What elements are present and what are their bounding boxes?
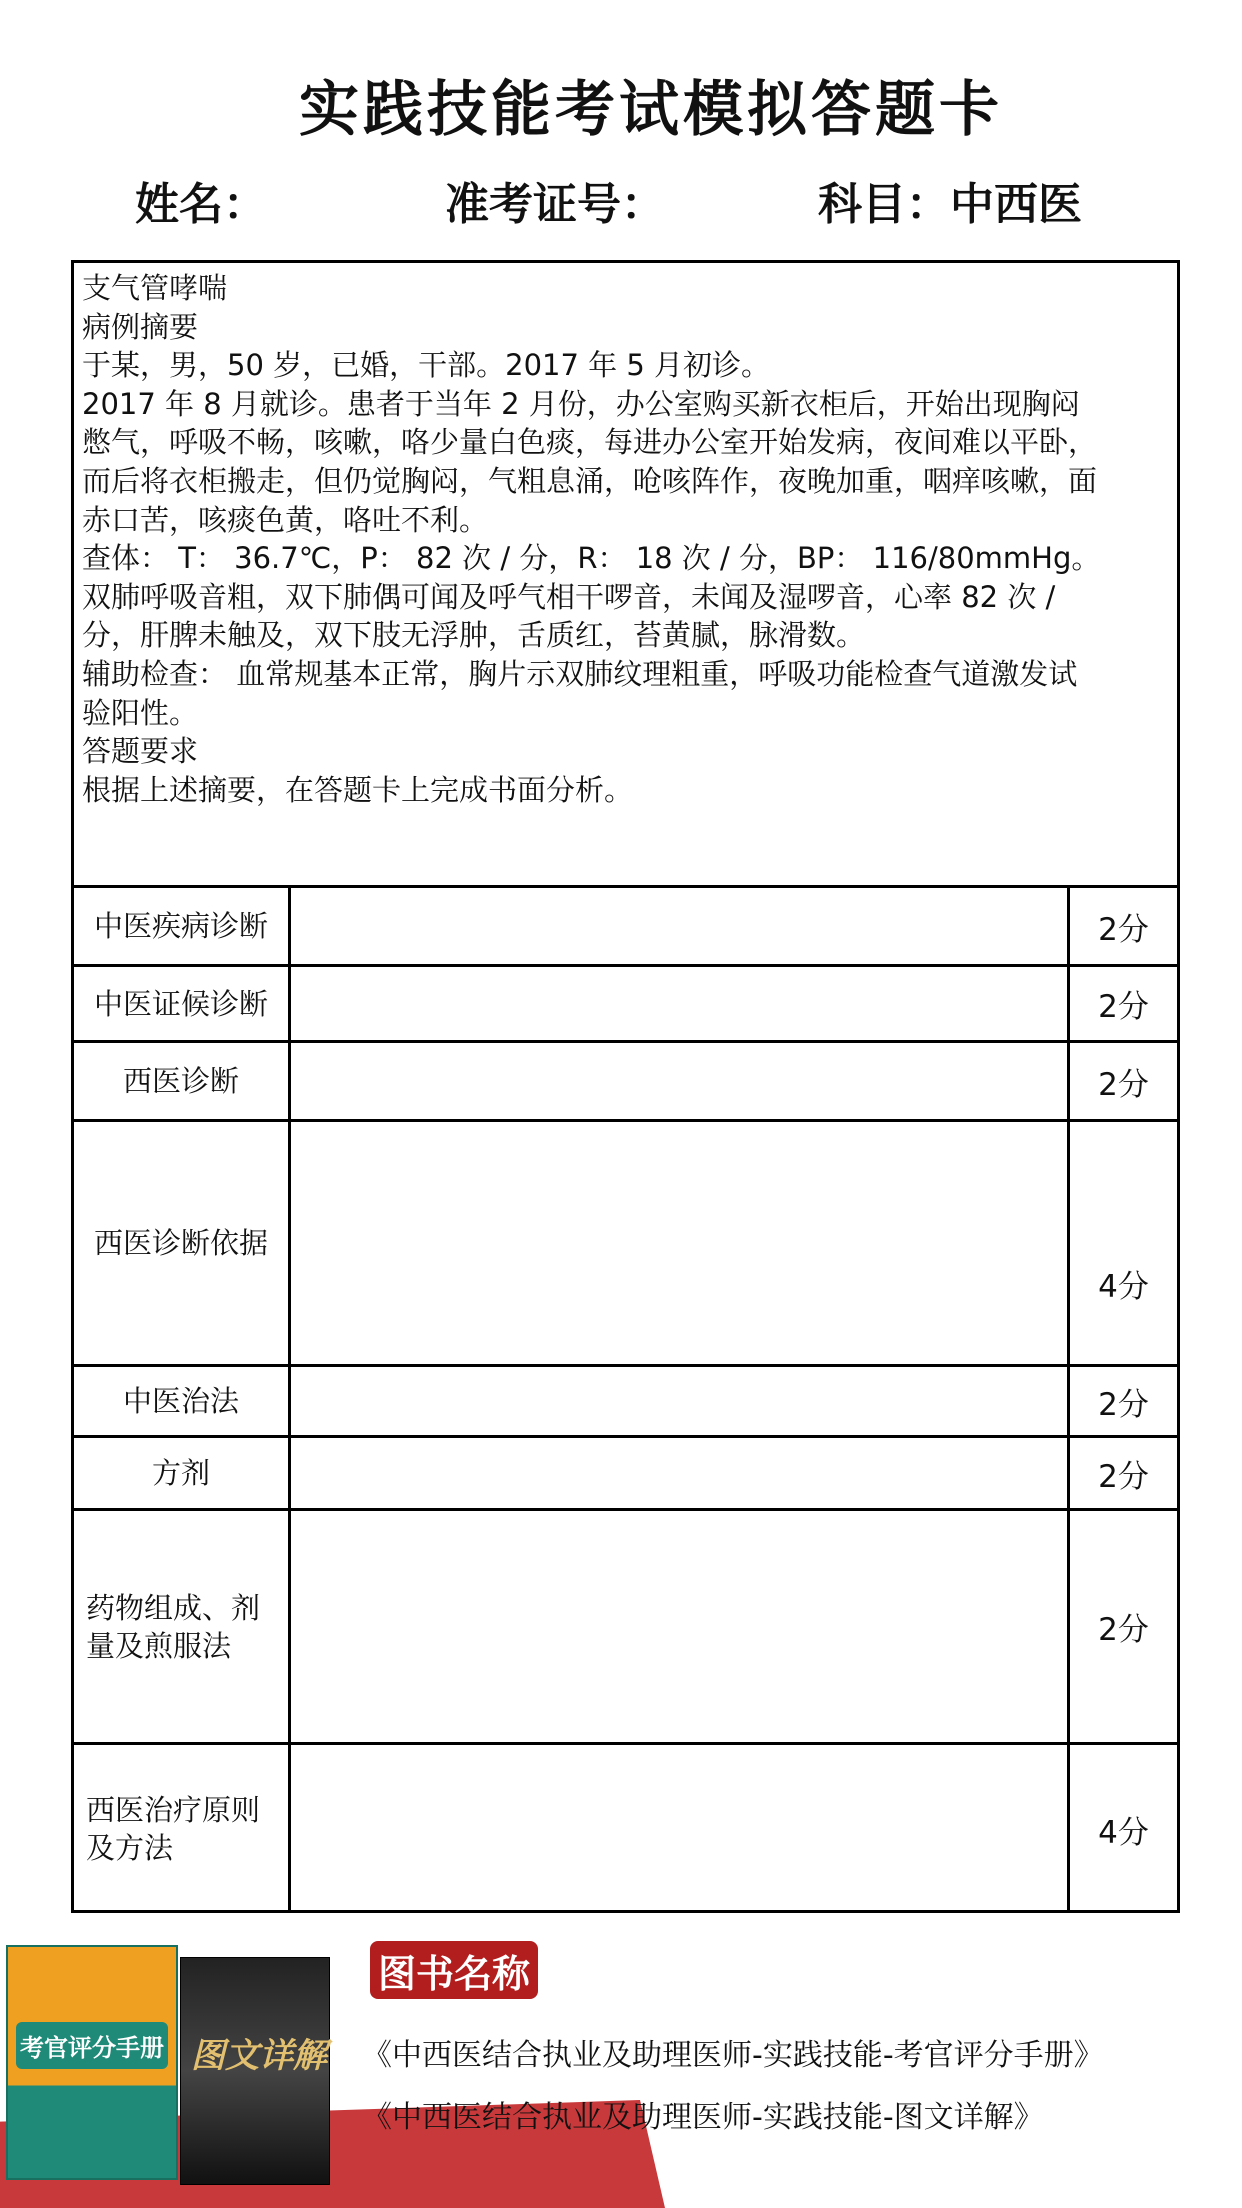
case-line: 2017 年 8 月就诊。患者于当年 2 月份，办公室购买新衣柜后，开始出现胸闷 xyxy=(82,386,1080,421)
book-cover-illustrated xyxy=(180,1957,330,2185)
case-line: 根据上述摘要，在答题卡上完成书面分析。 xyxy=(82,772,634,807)
row-label: 西医治疗原则及方法 xyxy=(74,1745,291,1913)
exam-number-label: 准考证号： xyxy=(445,179,665,230)
answer-row xyxy=(74,1364,1177,1435)
row-label: 中医疾病诊断 xyxy=(74,888,291,964)
row-score: 4分 xyxy=(1067,1745,1177,1913)
name-label: 姓名： xyxy=(135,179,267,230)
case-line: 双肺呼吸音粗，双下肺偶可闻及呼气相干啰音，未闻及湿啰音，心率 82 次 / xyxy=(82,579,1056,614)
cover-title: 图文详解 xyxy=(191,2036,327,2076)
cover-title: 考官评分手册 xyxy=(16,2022,168,2069)
answer-row xyxy=(74,1040,1177,1119)
case-line: 答题要求 xyxy=(82,734,199,769)
case-line: 病例摘要 xyxy=(82,309,199,344)
row-score: 2分 xyxy=(1067,1043,1177,1119)
row-label: 药物组成、剂量及煎服法 xyxy=(74,1511,291,1742)
answer-row xyxy=(74,1435,1177,1508)
answer-row xyxy=(74,964,1177,1040)
row-label: 中医证候诊断 xyxy=(74,967,291,1040)
row-label: 方剂 xyxy=(74,1438,291,1508)
case-summary xyxy=(82,269,1171,809)
case-line: 憋气，呼吸不畅，咳嗽，咯少量白色痰，每进办公室开始发病，夜间难以平卧， xyxy=(82,425,1098,460)
answer-row xyxy=(74,1742,1177,1913)
row-score: 2分 xyxy=(1067,888,1177,964)
row-label: 中医治法 xyxy=(74,1367,291,1435)
book-title: 《中西医结合执业及助理医师-实践技能-图文详解》 xyxy=(362,2100,1044,2135)
answer-row xyxy=(74,1508,1177,1742)
answer-row xyxy=(74,1119,1177,1364)
row-score: 2分 xyxy=(1067,967,1177,1040)
case-line: 辅助检查： 血常规基本正常，胸片示双肺纹理粗重，呼吸功能检查气道激发试 xyxy=(82,656,1078,691)
case-line: 而后将衣柜搬走，但仍觉胸闷，气粗息涌，呛咳阵作，夜晚加重，咽痒咳嗽，面 xyxy=(82,463,1098,498)
case-line: 支气管哮喘 xyxy=(82,271,228,305)
row-score: 4分 xyxy=(1067,1122,1177,1364)
row-score: 2分 xyxy=(1067,1438,1177,1508)
answer-row xyxy=(74,885,1177,964)
case-line: 分，肝脾未触及，双下肢无浮肿，舌质红，苔黄腻，脉滑数。 xyxy=(82,618,866,653)
book-title: 《中西医结合执业及助理医师-实践技能-考官评分手册》 xyxy=(362,2038,1104,2073)
case-line: 查体： T： 36.7℃，P： 82 次 / 分，R： 18 次 / 分，BP： 116/80mmHg。 xyxy=(82,541,1101,576)
subject-label: 科目：中西医 xyxy=(818,179,1082,230)
book-cover-examiner-manual xyxy=(6,1945,178,2180)
page-title: 实践技能考试模拟答题卡 xyxy=(299,75,1003,145)
row-score: 2分 xyxy=(1067,1511,1177,1742)
case-line: 赤口苦，咳痰色黄，咯吐不利。 xyxy=(82,502,489,537)
book-promo xyxy=(0,1935,1242,2208)
book-name-badge: 图书名称 xyxy=(370,1941,538,1999)
row-label: 西医诊断依据 xyxy=(74,1122,291,1364)
case-line: 验阳性。 xyxy=(82,695,199,730)
row-score: 2分 xyxy=(1067,1367,1177,1435)
case-line: 于某，男，50 岁，已婚，干部。2017 年 5 月初诊。 xyxy=(82,348,771,383)
row-label: 西医诊断 xyxy=(74,1043,291,1119)
answer-card xyxy=(71,260,1180,1913)
